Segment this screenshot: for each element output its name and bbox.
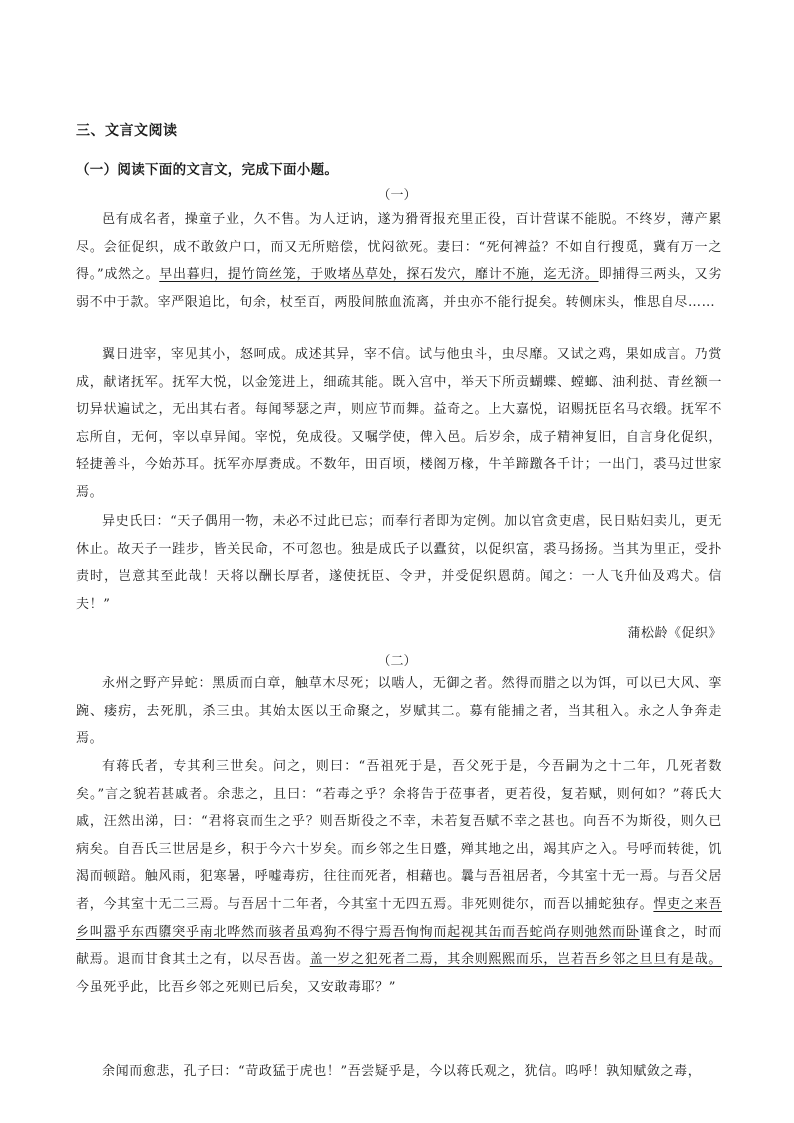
paragraph-text: 即捕得三两头，又劣弱不中于款。宰严限追比，旬余，杖至百，两股间脓血流离，并虫亦不能行捉矣。转侧床头，惟思自尽…… (76, 267, 722, 310)
section-title: 三、文言文阅读 (76, 123, 178, 139)
passage-two-paragraph-2 (76, 753, 722, 1001)
paragraph-text: 谨食之，时而献焉。退而甘食其土之有，以尽吾齿。 (76, 924, 722, 968)
paragraph-text: 邑有成名者，操童子业，久不售。为人迂讷，遂为猾胥报充里正役，百计营谋不能脱。不终岁，薄产累尽。会征促织，成不敢敛户口，而又无所赔偿，忧闷欲死。妻曰：“死何裨益？不如自行搜觅，冀有万一之得。”成然之。 (76, 212, 722, 283)
passage-two-marker: （二） (377, 654, 417, 669)
underlined-sentence: 悍吏之来吾乡叫嚣乎东西隳突乎南北哗然而骇者虽鸡狗不得宁焉吾恂恂而起视其缶而吾蛇尚存则弛然而卧 (76, 896, 722, 940)
passage-two-paragraph-1: 永州之野产异蛇：黑质而白章，触草木尽死；以啮人，无御之者。然得而腊之以为饵，可以已大风、挛踠、瘘疠，去死肌，杀三虫。其始太医以王命聚之，岁赋其二。募有能捕之者，当其租入。永之人争奔走焉。 (76, 676, 722, 747)
underlined-sentence: 早出暮归，提竹筒丝笼，于败堵丛草处，探石发穴，靡计不施，迄无济。 (159, 267, 599, 283)
question-instruction: （一）阅读下面的文言文，完成下面小题。 (76, 162, 339, 178)
passage-one-paragraph-2: 翼日进宰，宰见其小，怒呵成。成述其异，宰不信。试与他虫斗，虫尽靡。又试之鸡，果如成言。乃赏成，献诸抚军。抚军大悦，以金笼进上，细疏其能。既入宫中，举天下所贡蝴蝶、螳螂、油利挞、青丝额一切异状遍试之，无出其右者。每闻琴瑟之声，则应节而舞。益奇之。上大嘉悦，诏赐抚臣名马衣缎。抚军不忘所自，无何，宰以卓异闻。宰悦，免成役。又嘱学使，俾入邑。后岁余，成子精神复旧，自言身化促织，轻捷善斗，今始苏耳。抚军亦厚赉成。不数年，田百顷，楼阁万椽，牛羊蹄躈各千计；一出门，裘马过世家焉。 (76, 347, 722, 500)
passage-one-paragraph-3: 异史氏曰：“天子偶用一物，未必不过此已忘；而奉行者即为定例。加以官贪吏虐，民日贴妇卖儿，更无休止。故天子一跬步，皆关民命，不可忽也。独是成氏子以蠹贫，以促织富，裘马扬扬。当其为里正，受扑责时，岂意其至此哉！天将以酬长厚者，遂使抚臣、令尹，并受促织恩荫。闻之：一人飞升仙及鸡犬。信夫！” (76, 514, 722, 612)
passage-one-attribution: 蒲松龄《促织》 (627, 626, 722, 641)
passage-two-paragraph-3: 余闻而愈悲，孔子曰：“苛政猛于虎也！”吾尝疑乎是，今以蒋氏观之，犹信。呜呼！孰知赋敛之毒， (102, 1064, 702, 1079)
paragraph-text: 今虽死乎此，比吾乡邻之死则已后矣，又安敢毒耶？” (76, 979, 397, 995)
passage-one-marker: （一） (377, 188, 417, 203)
underlined-sentence: 盖一岁之犯死者二焉，其余则熙熙而乐，岂若吾乡邻之旦旦有是哉。 (309, 952, 722, 968)
passage-one-paragraph-1 (76, 206, 722, 316)
paragraph-text: 有蒋氏者，专其利三世矣。问之，则曰：“吾祖死于是，吾父死于是，今吾嗣为之十二年，几死者数矣。”言之貌若甚戚者。余悲之，且曰：“若毒之乎？余将告于莅事者，更若役，复若赋，则何如？”蒋氏大戚，汪然出涕，曰：“君将哀而生之乎？则吾斯役之不幸，未若复吾赋不幸之甚也。向吾不为斯役，则久已病矣。自吾氏三世居是乡，积于今六十岁矣。而乡邻之生日蹙，殚其地之出，竭其庐之入。号呼而转徙，饥渴而顿踣。触风雨，犯寒暑，呼嘘毒疠，往往而死者，相藉也。曩与吾祖居者，今其室十无一焉。与吾父居者，今其室十无二三焉。与吾居十二年者，今其室十无四五焉。非死则徙尔，而吾以捕蛇独存。 (76, 759, 722, 912)
